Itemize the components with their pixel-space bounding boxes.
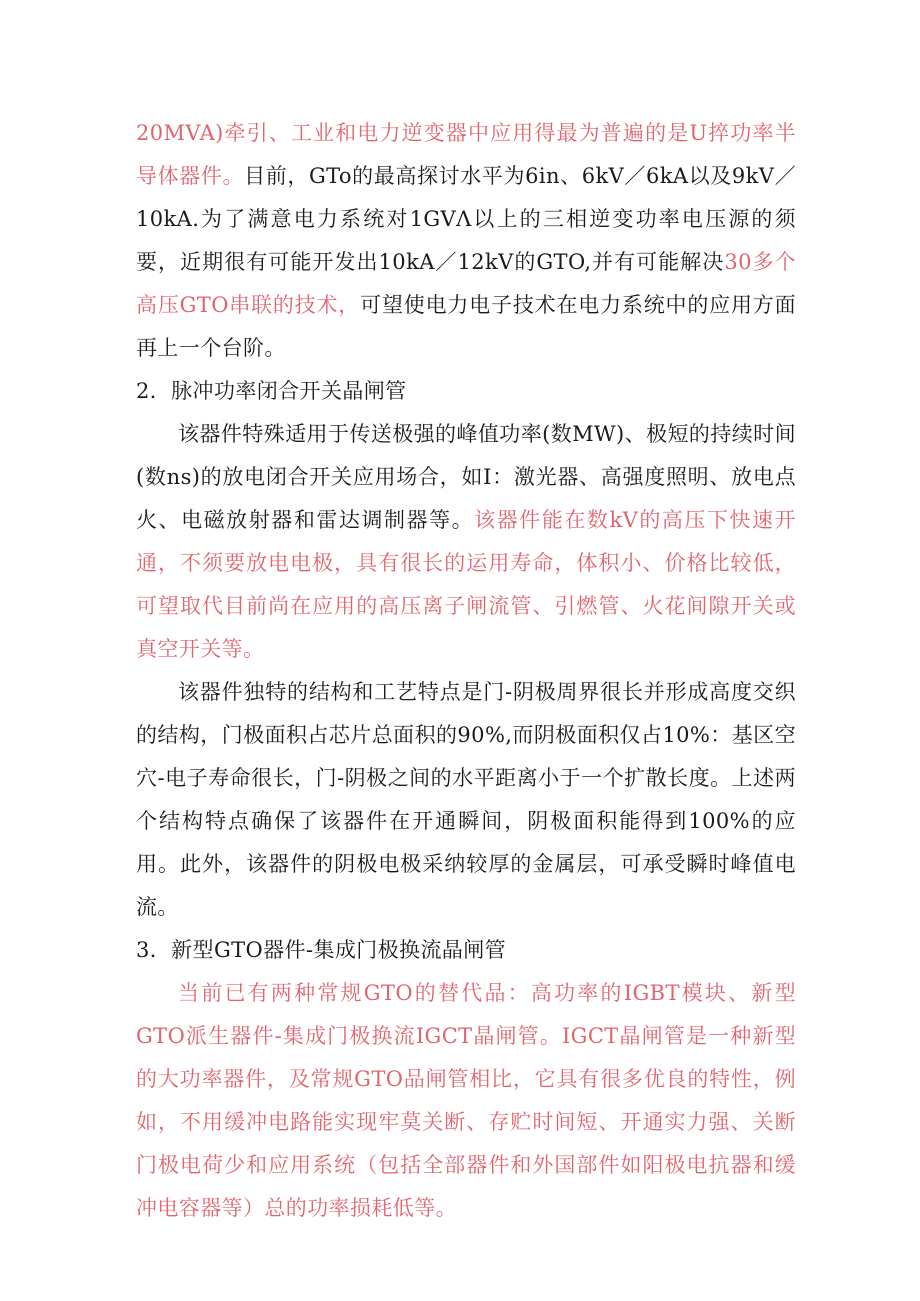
document-page [136,112,796,1230]
section-heading-3: 3．新型GTO器件-集成门极换流晶闸管 [136,938,507,962]
highlighted-text: 30多个高压GTO串联的技术， [136,250,796,317]
section-heading-2: 2．脉冲功率闭合开关晶闸管 [136,379,407,403]
highlighted-text: 20MVA)牵引、工业和电力逆变器中应用得最为普遍的是U捽功率半导体器件。 [136,121,796,188]
body-text: 目前，GTo的最高探讨水平为6in、6kV／6kA以及9kV／10kA.为了满意电力系统对1GVΛ以上的三相逆变功率电压源的须要，近期很有可能开发出10kA／12kV的GTO,并有可能解决 [136,164,796,274]
paragraph-structure: 该器件独特的结构和工艺特点是门-阴极周界很长并形成高度交织的结构，门极面积占芯片总面积的90%,而阴极面积仅占10%：基区空穴-电子寿命很长，门-阴极之间的水平距离小于一个扩散长度。上述两个结构特点确保了该器件在开通瞬间，阴极面积能得到100%的应用。此外，该器件的阴极电极采纳较厚的金属层，可承受瞬时峰值电流。 [136,680,796,919]
paragraph-gto-overview [136,112,796,370]
highlighted-text: 该器件能在数kV的高压下快速开通，不须要放电电极，具有很长的运用寿命，体积小、价格比较低，可望取代目前尚在应用的高压离子闸流管、引燃管、火花间隙开关或真空开关等。 [136,508,797,661]
paragraph-pulse-switch [136,413,796,671]
body-text: 可望使电力电子技术在电力系统中的应用方面再上一个台阶。 [136,293,796,360]
paragraph-igct: 当前已有两种常规GTO的替代品：高功率的IGBT模块、新型GTO派生器件-集成门极换流IGCT晶闸管。IGCT晶闸管是一种新型的大功率器件，及常规GTO品闸管相比，它具有很多优良的特性，例如，不用缓冲电路能实现牢莫关断、存贮时间短、开通实力强、关断门极电荷少和应用系统（包括全部器件和外国部件如阳极电抗器和缓冲电容器等）总的功率损耗低等。 [136,981,796,1220]
body-text: 该器件特殊适用于传送极强的峰值功率(数MW)、极短的持续时间(数ns)的放电闭合开关应用场合，如I：激光器、高强度照明、放电点火、电磁放射器和雷达调制器等。 [136,422,796,532]
